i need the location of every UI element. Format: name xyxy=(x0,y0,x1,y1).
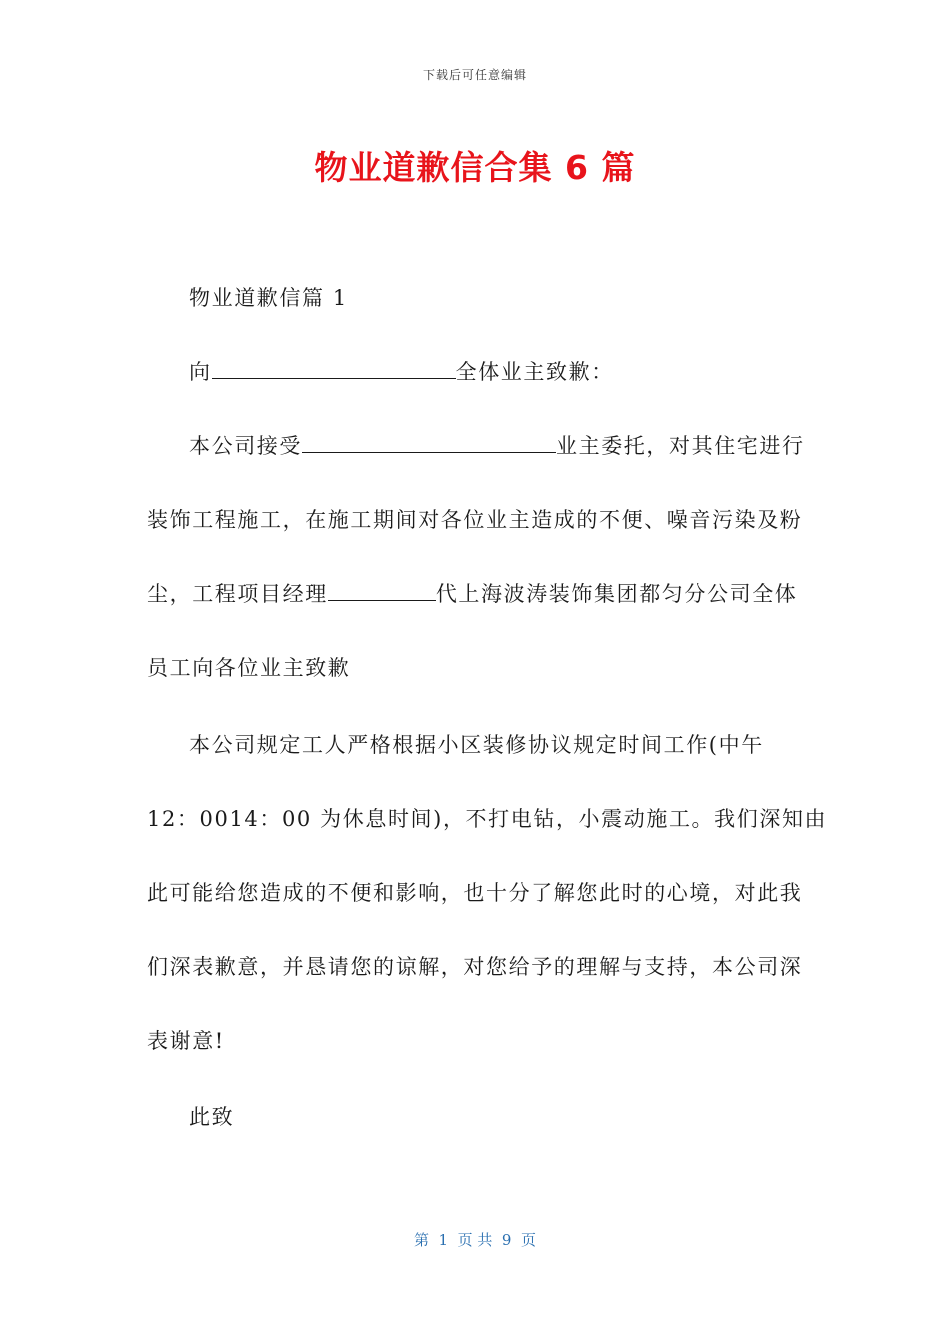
paragraph2-line3: 此可能给您造成的不便和影响，也十分了解您此时的心境，对此我 xyxy=(147,881,803,905)
manager-blank xyxy=(328,582,436,601)
page-footer: 第 1 页 共 9 页 xyxy=(414,1231,536,1249)
client-blank xyxy=(302,434,556,453)
paragraph2-line1: 本公司规定工人严格根据小区装修协议规定时间工作(中午 xyxy=(189,733,764,757)
paragraph1-line3 xyxy=(147,582,797,606)
paragraph2-line4: 们深表歉意，并恳请您的谅解，对您给予的理解与支持，本公司深 xyxy=(147,955,803,979)
document-title: 物业道歉信合集 6 篇 xyxy=(314,148,636,187)
paragraph1-line2: 装饰工程施工，在施工期间对各位业主造成的不便、噪音污染及粉 xyxy=(147,508,803,532)
paragraph1-line1-prefix: 本公司接受 xyxy=(189,434,302,458)
paragraph1-line1 xyxy=(189,434,805,458)
salutation-line xyxy=(189,360,614,384)
paragraph1-line1-suffix: 业主委托，对其住宅进行 xyxy=(556,434,805,458)
salutation-suffix: 全体业主致歉： xyxy=(455,360,614,384)
paragraph1-line4: 员工向各位业主致歉 xyxy=(147,656,351,680)
salutation-prefix: 向 xyxy=(189,360,212,384)
paragraph1-line3-prefix: 尘，工程项目经理 xyxy=(147,582,328,606)
section-heading: 物业道歉信篇 1 xyxy=(189,286,348,310)
paragraph2-line5: 表谢意! xyxy=(147,1029,225,1053)
header-note: 下载后可任意编辑 xyxy=(422,68,527,82)
recipient-blank xyxy=(212,360,456,379)
closing-text: 此致 xyxy=(189,1105,235,1129)
paragraph1-line3-suffix: 代上海波涛装饰集团都匀分公司全体 xyxy=(435,582,798,606)
paragraph2-line2: 12：0014：00 为休息时间)，不打电钻，小震动施工。我们深知由 xyxy=(147,807,828,831)
